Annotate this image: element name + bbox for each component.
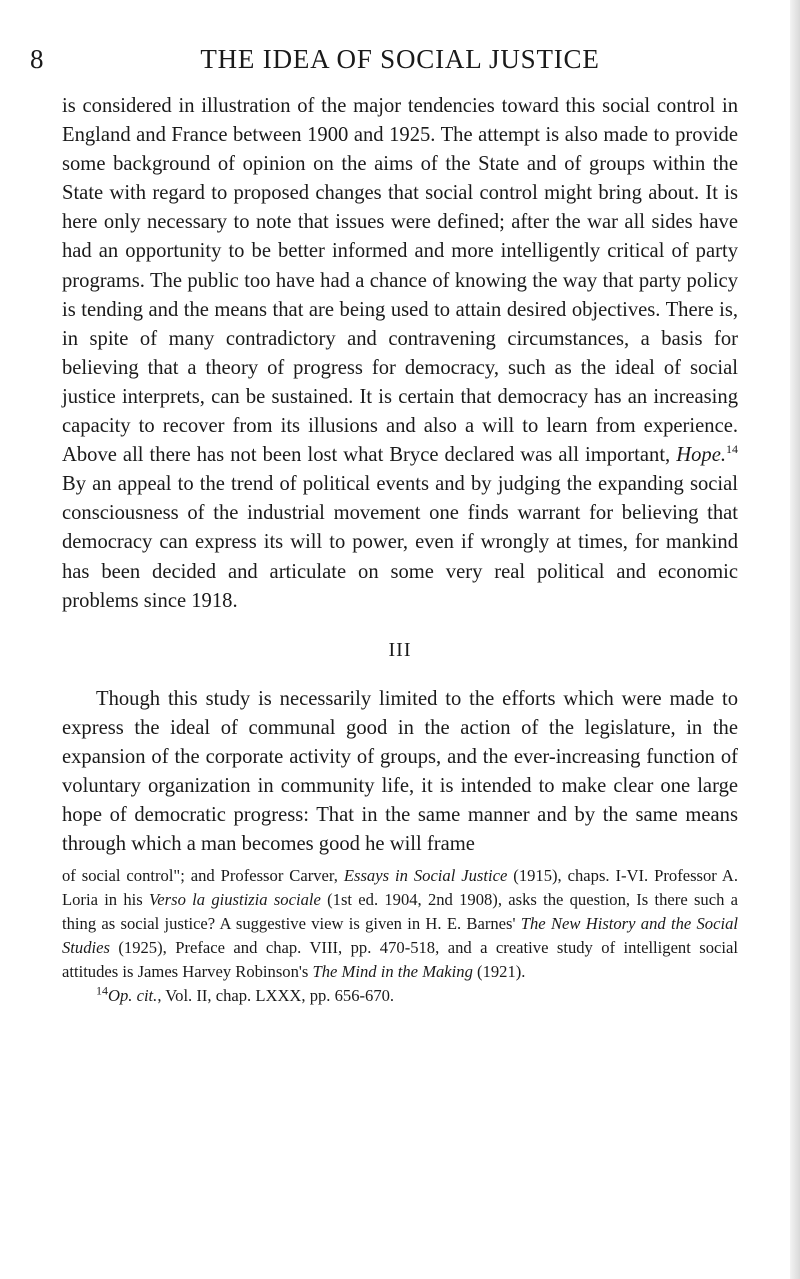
paragraph-1-text: is considered in illustration of the major tendencies toward this social control in England and France between 1900 and 1925. The attempt is also made to provide some background of opinion on the aims of the State and of groups within the State with regard to proposed changes that social control might bring about. It is here only necessary to note that issues were defined; after the war all sides have had an opportunity to be better informed and more intelligently critical of party programs. The public too have had a chance of knowing the way that party policy is tending and the means that are being used to attain desired objectives. There is, in spite of many contradictory and contravening circumstances, a basis for believing that a theory of progress for democracy, such as the ideal of social justice interprets, can be sustained. It is certain that democracy has an increasing capacity to recover from its illusions and also a will to learn from experience. Above all there has not been lost what Bryce declared was all important, bbox=[62, 95, 738, 467]
paragraph-1-text-continued: By an appeal to the trend of political events and by judging the expanding social consciousness of the industrial movement one finds warrant for believing that democracy can express its will to power, even if wrongly at times, for mankind has been decided and articulate on some very real political and economic problems since 1918. bbox=[62, 473, 738, 612]
page-edge-shadow bbox=[790, 0, 800, 1279]
body-paragraph-2: Though this study is necessarily limited to the efforts which were made to express the ideal of communal good in the action of the legislature, in the expansion of the corporate activity of groups, and the ever-increasing function of voluntary organization in community life, it is intended to make clear one large hope of democratic progress: That in the same manner and by the same means through which a man becomes good he will frame bbox=[62, 687, 738, 856]
footnote-number: 14 bbox=[96, 983, 108, 998]
footnote-book-title: The Mind in the Making bbox=[312, 962, 473, 982]
footnote-reference-14: 14 bbox=[726, 442, 738, 457]
footnotes bbox=[62, 864, 738, 1008]
footnote-text: (1st ed. 1904, 2nd 1908), asks the question, Is there such a thing as social justice? A suggestive view is given in H. E. Barnes' bbox=[62, 890, 739, 934]
footnote-14-text: , Vol. II, chap. LXXX, pp. 656-670. bbox=[157, 986, 395, 1006]
footnote-op-cit: Op. cit. bbox=[108, 986, 158, 1006]
section-heading: III bbox=[388, 638, 412, 661]
page-body bbox=[62, 92, 738, 1008]
page-header bbox=[30, 44, 738, 84]
footnote-text: of social control"; and Professor Carver, bbox=[62, 866, 344, 886]
footnote-text: (1915), chaps. I-VI. Professor A. Loria in his bbox=[62, 866, 738, 910]
body-paragraph-1 bbox=[62, 92, 738, 616]
footnote-text: (1925), Preface and chap. VIII, pp. 470-518, and a creative study of intelligent social attitudes is James Harvey Robinson's bbox=[62, 938, 738, 982]
footnote-book-title: Essays in Social Justice bbox=[343, 866, 508, 886]
footnote-book-title: Verso la giustizia sociale bbox=[149, 890, 321, 910]
footnote-continued bbox=[62, 864, 738, 984]
footnote-14 bbox=[62, 984, 738, 1008]
footnote-text: (1921). bbox=[472, 962, 526, 982]
footnote-book-title: The New History and the Social Studies bbox=[62, 914, 738, 958]
running-head: THE IDEA OF SOCIAL JUSTICE bbox=[200, 44, 600, 74]
page-number: 8 bbox=[30, 44, 44, 74]
hope-word: Hope. bbox=[676, 444, 726, 467]
